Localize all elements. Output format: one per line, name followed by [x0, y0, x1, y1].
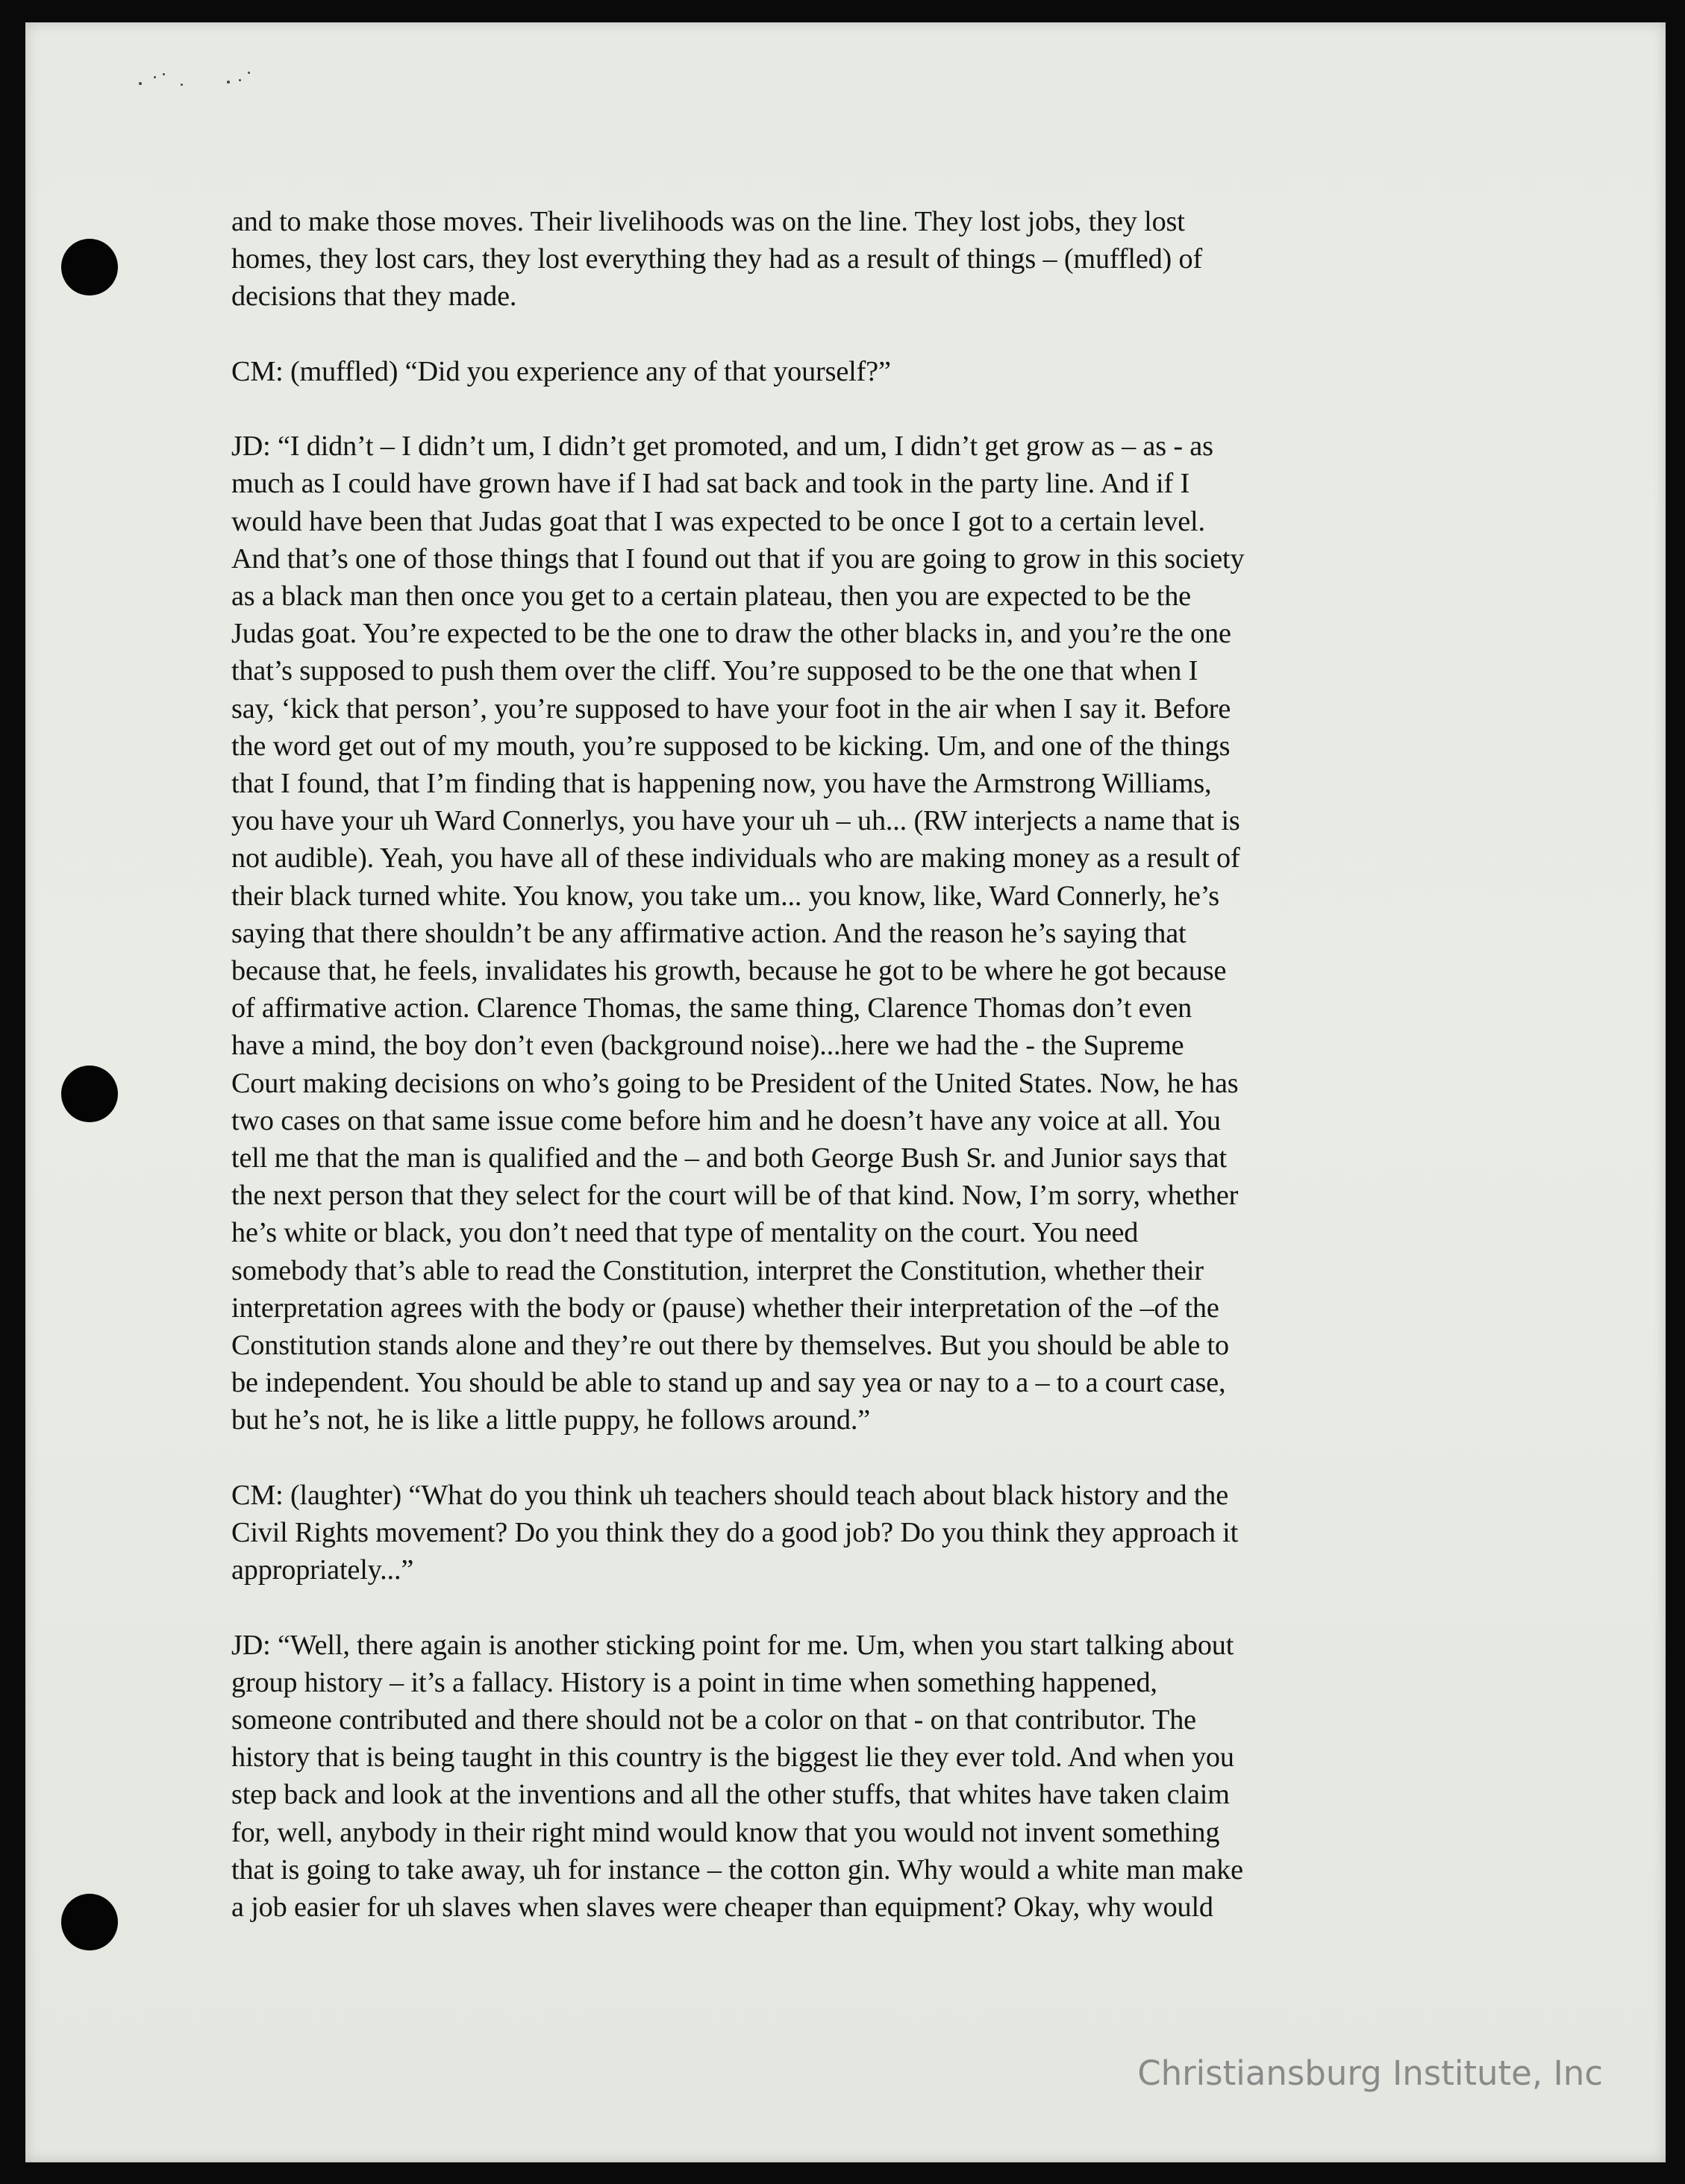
text-line: two cases on that same issue come before him and he doesn’t have any voice at all. You: [231, 1104, 1221, 1136]
paragraph: [231, 1477, 1440, 1589]
text-line: much as I could have grown have if I had sat back and took in the party line. And if I: [231, 468, 1190, 500]
text-line: the next person that they select for the court will be of that kind. Now, I’m sorry, whether: [231, 1180, 1239, 1212]
text-line: that is going to take away, uh for instance – the cotton gin. Why would a white man make: [231, 1853, 1243, 1886]
text-line: step back and look at the inventions and all the other stuffs, that whites have taken claim: [231, 1779, 1230, 1811]
paragraph: [231, 428, 1440, 1439]
watermark: Christiansburg Institute, Inc: [1137, 2053, 1603, 2093]
transcript-body: [231, 203, 1440, 1963]
text-line: tell me that the man is qualified and the – and both George Bush Sr. and Junior says that: [231, 1142, 1227, 1174]
text-line: that’s supposed to push them over the cliff. You’re supposed to be the one that when I: [231, 655, 1198, 687]
text-line: saying that there shouldn’t be any affirmative action. And the reason he’s saying that: [231, 917, 1187, 949]
text-line: Court making decisions on who’s going to be President of the United States. Now, he has: [231, 1067, 1239, 1099]
text-line: a job easier for uh slaves when slaves were cheaper than equipment? Okay, why would: [231, 1892, 1213, 1924]
text-line: interpretation agrees with the body or (pause) whether their interpretation of the –of the: [231, 1292, 1219, 1324]
text-line: as a black man then once you get to a certain plateau, then you are expected to be the: [231, 581, 1191, 612]
text-line: somebody that’s able to read the Constitution, interpret the Constitution, whether their: [231, 1254, 1204, 1286]
paper-specks: [137, 69, 301, 98]
text-line: would have been that Judas goat that I was expected to be once I got to a certain level.: [231, 505, 1205, 537]
binder-hole-middle: [61, 1066, 118, 1122]
binder-hole-bottom: [61, 1894, 118, 1950]
text-line: homes, they lost cars, they lost everything they had as a result of things – (muffled) of: [231, 243, 1203, 275]
text-line: he’s white or black, you don’t need that type of mentality on the court. You need: [231, 1217, 1139, 1249]
text-line: and to make those moves. Their livelihoods was on the line. They lost jobs, they lost: [231, 206, 1185, 237]
text-line: their black turned white. You know, you take um... you know, like, Ward Connerly, he’s: [231, 880, 1219, 912]
text-line: And that’s one of those things that I found out that if you are going to grow in this society: [231, 542, 1245, 575]
text-line: for, well, anybody in their right mind would know that you would not invent something: [231, 1816, 1220, 1848]
text-line: CM: (laughter) “What do you think uh teachers should teach about black history and the: [231, 1479, 1229, 1511]
paragraph: [231, 353, 1440, 390]
text-line: but he’s not, he is like a little puppy, he follows around.”: [231, 1404, 871, 1436]
text-line: Constitution stands alone and they’re out there by themselves. But you should be able to: [231, 1330, 1229, 1362]
binder-hole-top: [61, 239, 118, 295]
text-line: have a mind, the boy don’t even (background noise)...here we had the - the Supreme: [231, 1030, 1184, 1062]
text-line: decisions that they made.: [231, 281, 517, 313]
text-line: Judas goat. You’re expected to be the one to draw the other blacks in, and you’re the one: [231, 618, 1231, 650]
text-line: you have your uh Ward Connerlys, you have your uh – uh... (RW interjects a name that is: [231, 805, 1240, 837]
text-line: CM: (muffled) “Did you experience any of that yourself?”: [231, 355, 891, 387]
text-line: group history – it’s a fallacy. History is a point in time when something happened,: [231, 1666, 1157, 1698]
text-line: of affirmative action. Clarence Thomas, the same thing, Clarence Thomas don’t even: [231, 992, 1192, 1024]
paragraph: [231, 1627, 1440, 1927]
text-line: that I found, that I’m finding that is happening now, you have the Armstrong Williams,: [231, 768, 1212, 800]
text-line: say, ‘kick that person’, you’re supposed to have your foot in the air when I say it. Before: [231, 692, 1231, 725]
text-line: JD: “Well, there again is another sticking point for me. Um, when you start talking about: [231, 1629, 1234, 1661]
text-line: because that, he feels, invalidates his growth, because he got to be where he got because: [231, 955, 1227, 987]
text-line: be independent. You should be able to stand up and say yea or nay to a – to a court case,: [231, 1367, 1226, 1399]
text-line: not audible). Yeah, you have all of these individuals who are making money as a result of: [231, 842, 1240, 874]
text-line: appropriately...”: [231, 1554, 414, 1586]
text-line: someone contributed and there should not be a color on that - on that contributor. The: [231, 1704, 1196, 1736]
text-line: the word get out of my mouth, you’re supposed to be kicking. Um, and one of the things: [231, 730, 1231, 762]
text-line: Civil Rights movement? Do you think they do a good job? Do you think they approach it: [231, 1517, 1239, 1549]
text-line: history that is being taught in this country is the biggest lie they ever told. And when you: [231, 1742, 1234, 1774]
text-line: JD: “I didn’t – I didn’t um, I didn’t get promoted, and um, I didn’t get grow as – as - as: [231, 431, 1213, 463]
paragraph: [231, 203, 1440, 316]
